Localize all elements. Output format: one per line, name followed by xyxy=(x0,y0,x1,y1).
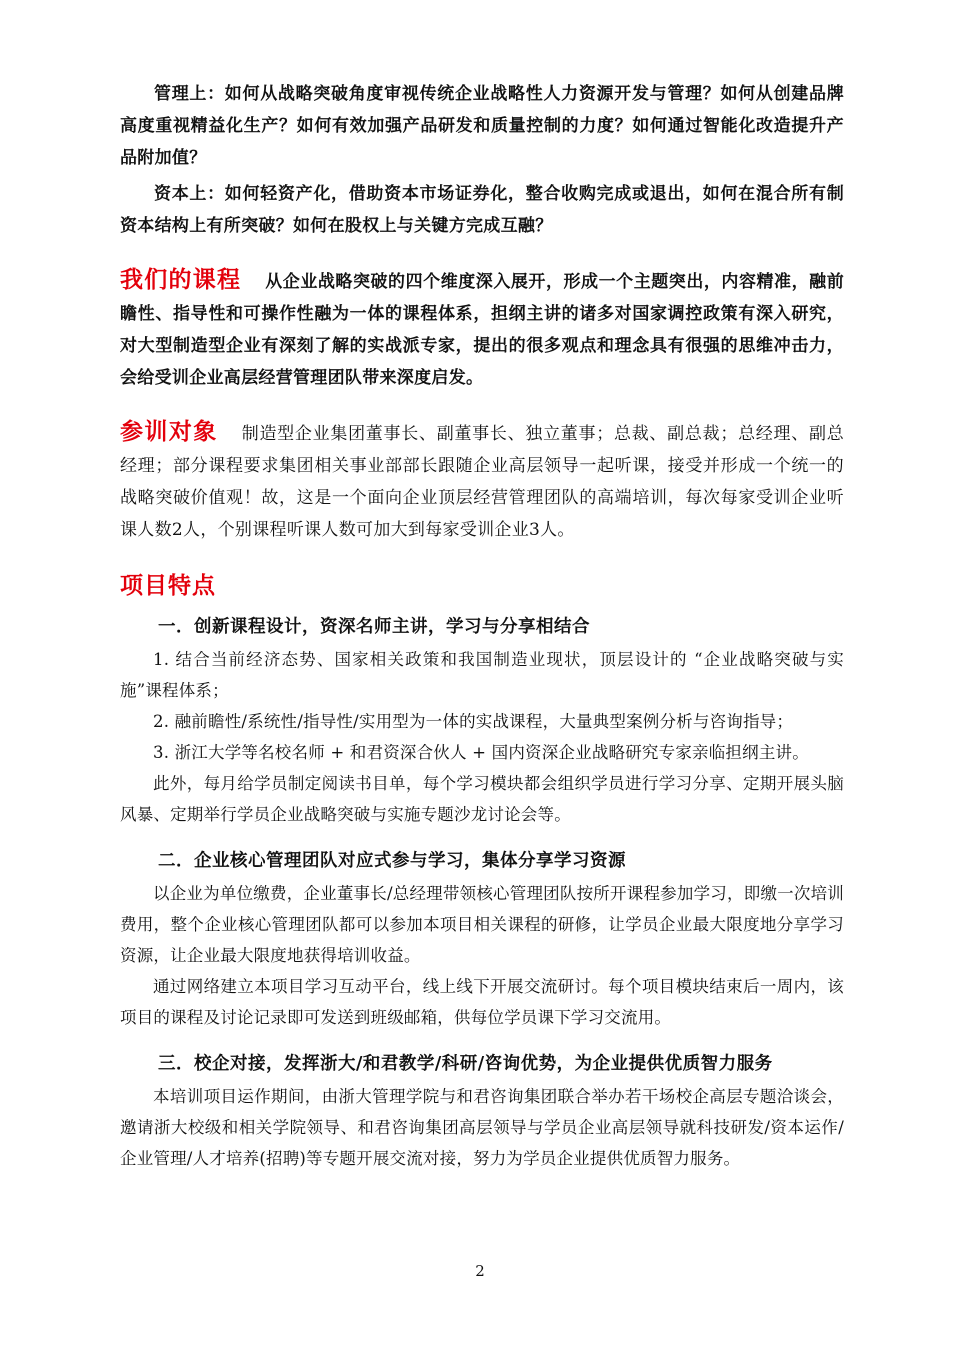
capital-paragraph: 资本上：如何轻资产化，借助资本市场证券化，整合收购完成或退出，如何在混合所有制资本结构上有所突破？如何在股权上与关键方完成互融？ xyxy=(120,184,844,236)
audience-text: 制造型企业集团董事长、副董事长、独立董事；总裁、副总裁；总经理、副总经理；部分课程要求集团相关事业部部长跟随企业高层领导一起听课，接受并形成一个统一的战略突破价值观！故，这是一个面向企业顶层经营管理团队的高端培训，每次每家受训企业听课人数2人，个别课程听课人数可加大到每家受训企业3人。 xyxy=(120,424,845,540)
page-content xyxy=(120,78,844,1174)
page-number: 2 xyxy=(475,1262,485,1280)
feature-1-item-2: 2. 融前瞻性/系统性/指导性/实用型为一体的实战课程，大量典型案例分析与咨询指导； xyxy=(153,712,794,731)
feature-1-item-4: 此外，每月给学员制定阅读书目单，每个学习模块都会组织学员进行学习分享、定期开展头脑风暴、定期举行学员企业战略突破与实施专题沙龙讨论会等。 xyxy=(120,774,844,824)
courses-text: 从企业战略突破的四个维度深入展开，形成一个主题突出，内容精准，融前瞻性、指导性和可操作性融为一体的课程体系，担纲主讲的诸多对国家调控政策有深入研究，对大型制造型企业有深刻了解的实战派专家，提出的很多观点和理念具有很强的思维冲击力，会给受训企业高层经营管理团队带来深度启发。 xyxy=(120,272,844,388)
courses-heading: 我们的课程 xyxy=(120,267,242,293)
feature-3-title: 三．校企对接，发挥浙大/和君教学/科研/咨询优势，为企业提供优质智力服务 xyxy=(158,1054,773,1074)
feature-1-item-1: 1. 结合当前经济态势、国家相关政策和我国制造业现状，顶层设计的 “企业战略突破与实施”课程体系； xyxy=(120,650,844,700)
courses-section xyxy=(120,264,844,394)
audience-section xyxy=(120,416,844,546)
feature-1-item-3: 3. 浙江大学等名校名师 + 和君资深合伙人 + 国内资深企业战略研究专家亲临担纲主讲。 xyxy=(153,743,809,762)
feature-1-title: 一．创新课程设计，资深名师主讲，学习与分享相结合 xyxy=(158,617,590,637)
feature-2-item-1: 以企业为单位缴费，企业董事长/总经理带领核心管理团队按所开课程参加学习，即缴一次培训费用，整个企业核心管理团队都可以参加本项目相关课程的研修，让学员企业最大限度地分享学习资源，让企业最大限度地获得培训收益。 xyxy=(120,884,844,965)
feature-2-title: 二．企业核心管理团队对应式参与学习，集体分享学习资源 xyxy=(158,851,626,871)
features-heading: 项目特点 xyxy=(120,573,216,599)
feature-3-item-1: 本培训项目运作期间，由浙大管理学院与和君咨询集团联合举办若干场校企高层专题洽谈会，邀请浙大校级和相关学院领导、和君咨询集团高层领导与学员企业高层领导就科技研发/资本运作/企业管理/人才培养(招聘)等专题开展交流对接，努力为学员企业提供优质智力服务。 xyxy=(120,1087,844,1168)
feature-2-item-2: 通过网络建立本项目学习互动平台，线上线下开展交流研讨。每个项目模块结束后一周内，该项目的课程及讨论记录即可发送到班级邮箱，供每位学员课下学习交流用。 xyxy=(120,977,844,1027)
management-paragraph: 管理上：如何从战略突破角度审视传统企业战略性人力资源开发与管理？如何从创建品牌高度重视精益化生产？如何有效加强产品研发和质量控制的力度？如何通过智能化改造提升产品附加值？ xyxy=(120,84,844,168)
audience-heading: 参训对象 xyxy=(120,419,218,445)
